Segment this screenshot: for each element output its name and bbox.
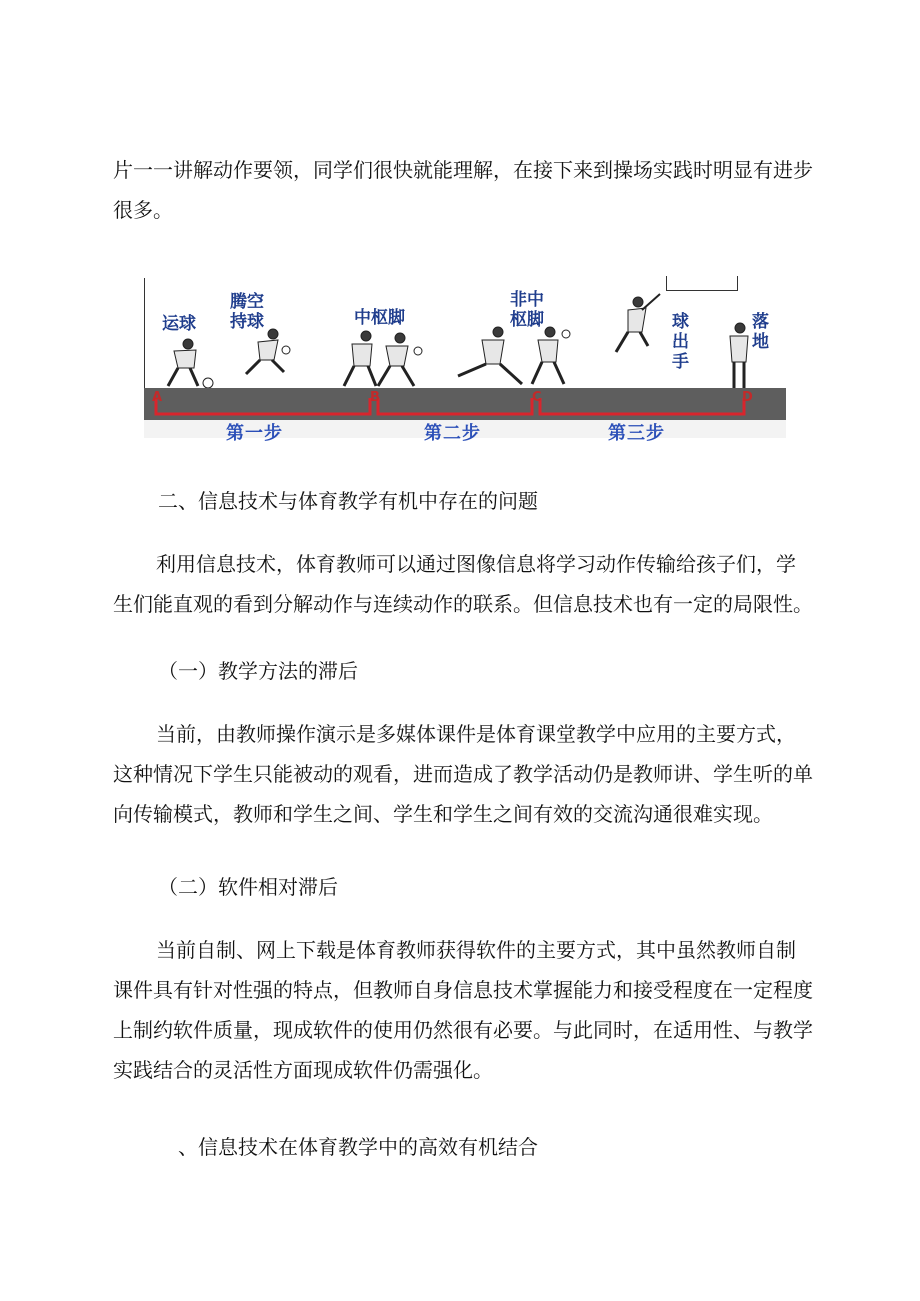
step-one-label: 第一步	[226, 423, 283, 444]
section-heading-three: 、信息技术在体育教学中的高效有机结合	[178, 1135, 538, 1159]
label-pivot-foot: 中枢脚	[354, 308, 405, 328]
paragraph-it-overview: 利用信息技术，体育教师可以通过图像信息将学习动作传输给孩子们，学生们能直观的看到分解动作与连续动作的联系。但信息技术也有一定的局限性。	[113, 552, 813, 616]
layup-diagram-figure	[138, 276, 786, 444]
paragraph-continuation: 片一一讲解动作要领，同学们很快就能理解，在接下来到操场实践时明显有进步很多。	[113, 158, 813, 222]
step-brackets	[138, 276, 786, 441]
step-two-label: 第二步	[424, 423, 481, 444]
label-dribble: 运球	[162, 314, 196, 334]
subheading-software: （二）软件相对滞后	[158, 875, 338, 899]
point-b: B	[370, 390, 380, 405]
paragraph-software: 当前自制、网上下载是体育教师获得软件的主要方式，其中虽然教师自制课件具有针对性强的特点，但教师自身信息技术掌握能力和接受程度在一定程度上制约软件质量，现成软件的使用仍然很有必要。与此同时，在适用性、与教学实践结合的灵活性方面现成软件仍需强化。	[113, 938, 813, 1082]
label-non-pivot-foot: 非中枢脚	[510, 290, 544, 330]
label-release-ball: 球出手	[672, 312, 689, 372]
step-three-label: 第三步	[608, 423, 665, 444]
point-d: D	[742, 390, 753, 405]
subheading-teaching-methods: （一）教学方法的滞后	[158, 659, 358, 683]
label-landing: 落地	[752, 312, 769, 352]
label-jump-hold: 腾空持球	[230, 292, 264, 332]
section-heading-two: 二、信息技术与体育教学有机中存在的问题	[158, 489, 538, 513]
point-c: C	[532, 390, 542, 405]
paragraph-teaching-methods: 当前，由教师操作演示是多媒体课件是体育课堂教学中应用的主要方式，这种情况下学生只能被动的观看，进而造成了教学活动仍是教师讲、学生听的单向传输模式，教师和学生之间、学生和学生之间有效的交流沟通很难实现。	[113, 722, 813, 826]
point-a: A	[152, 390, 163, 405]
